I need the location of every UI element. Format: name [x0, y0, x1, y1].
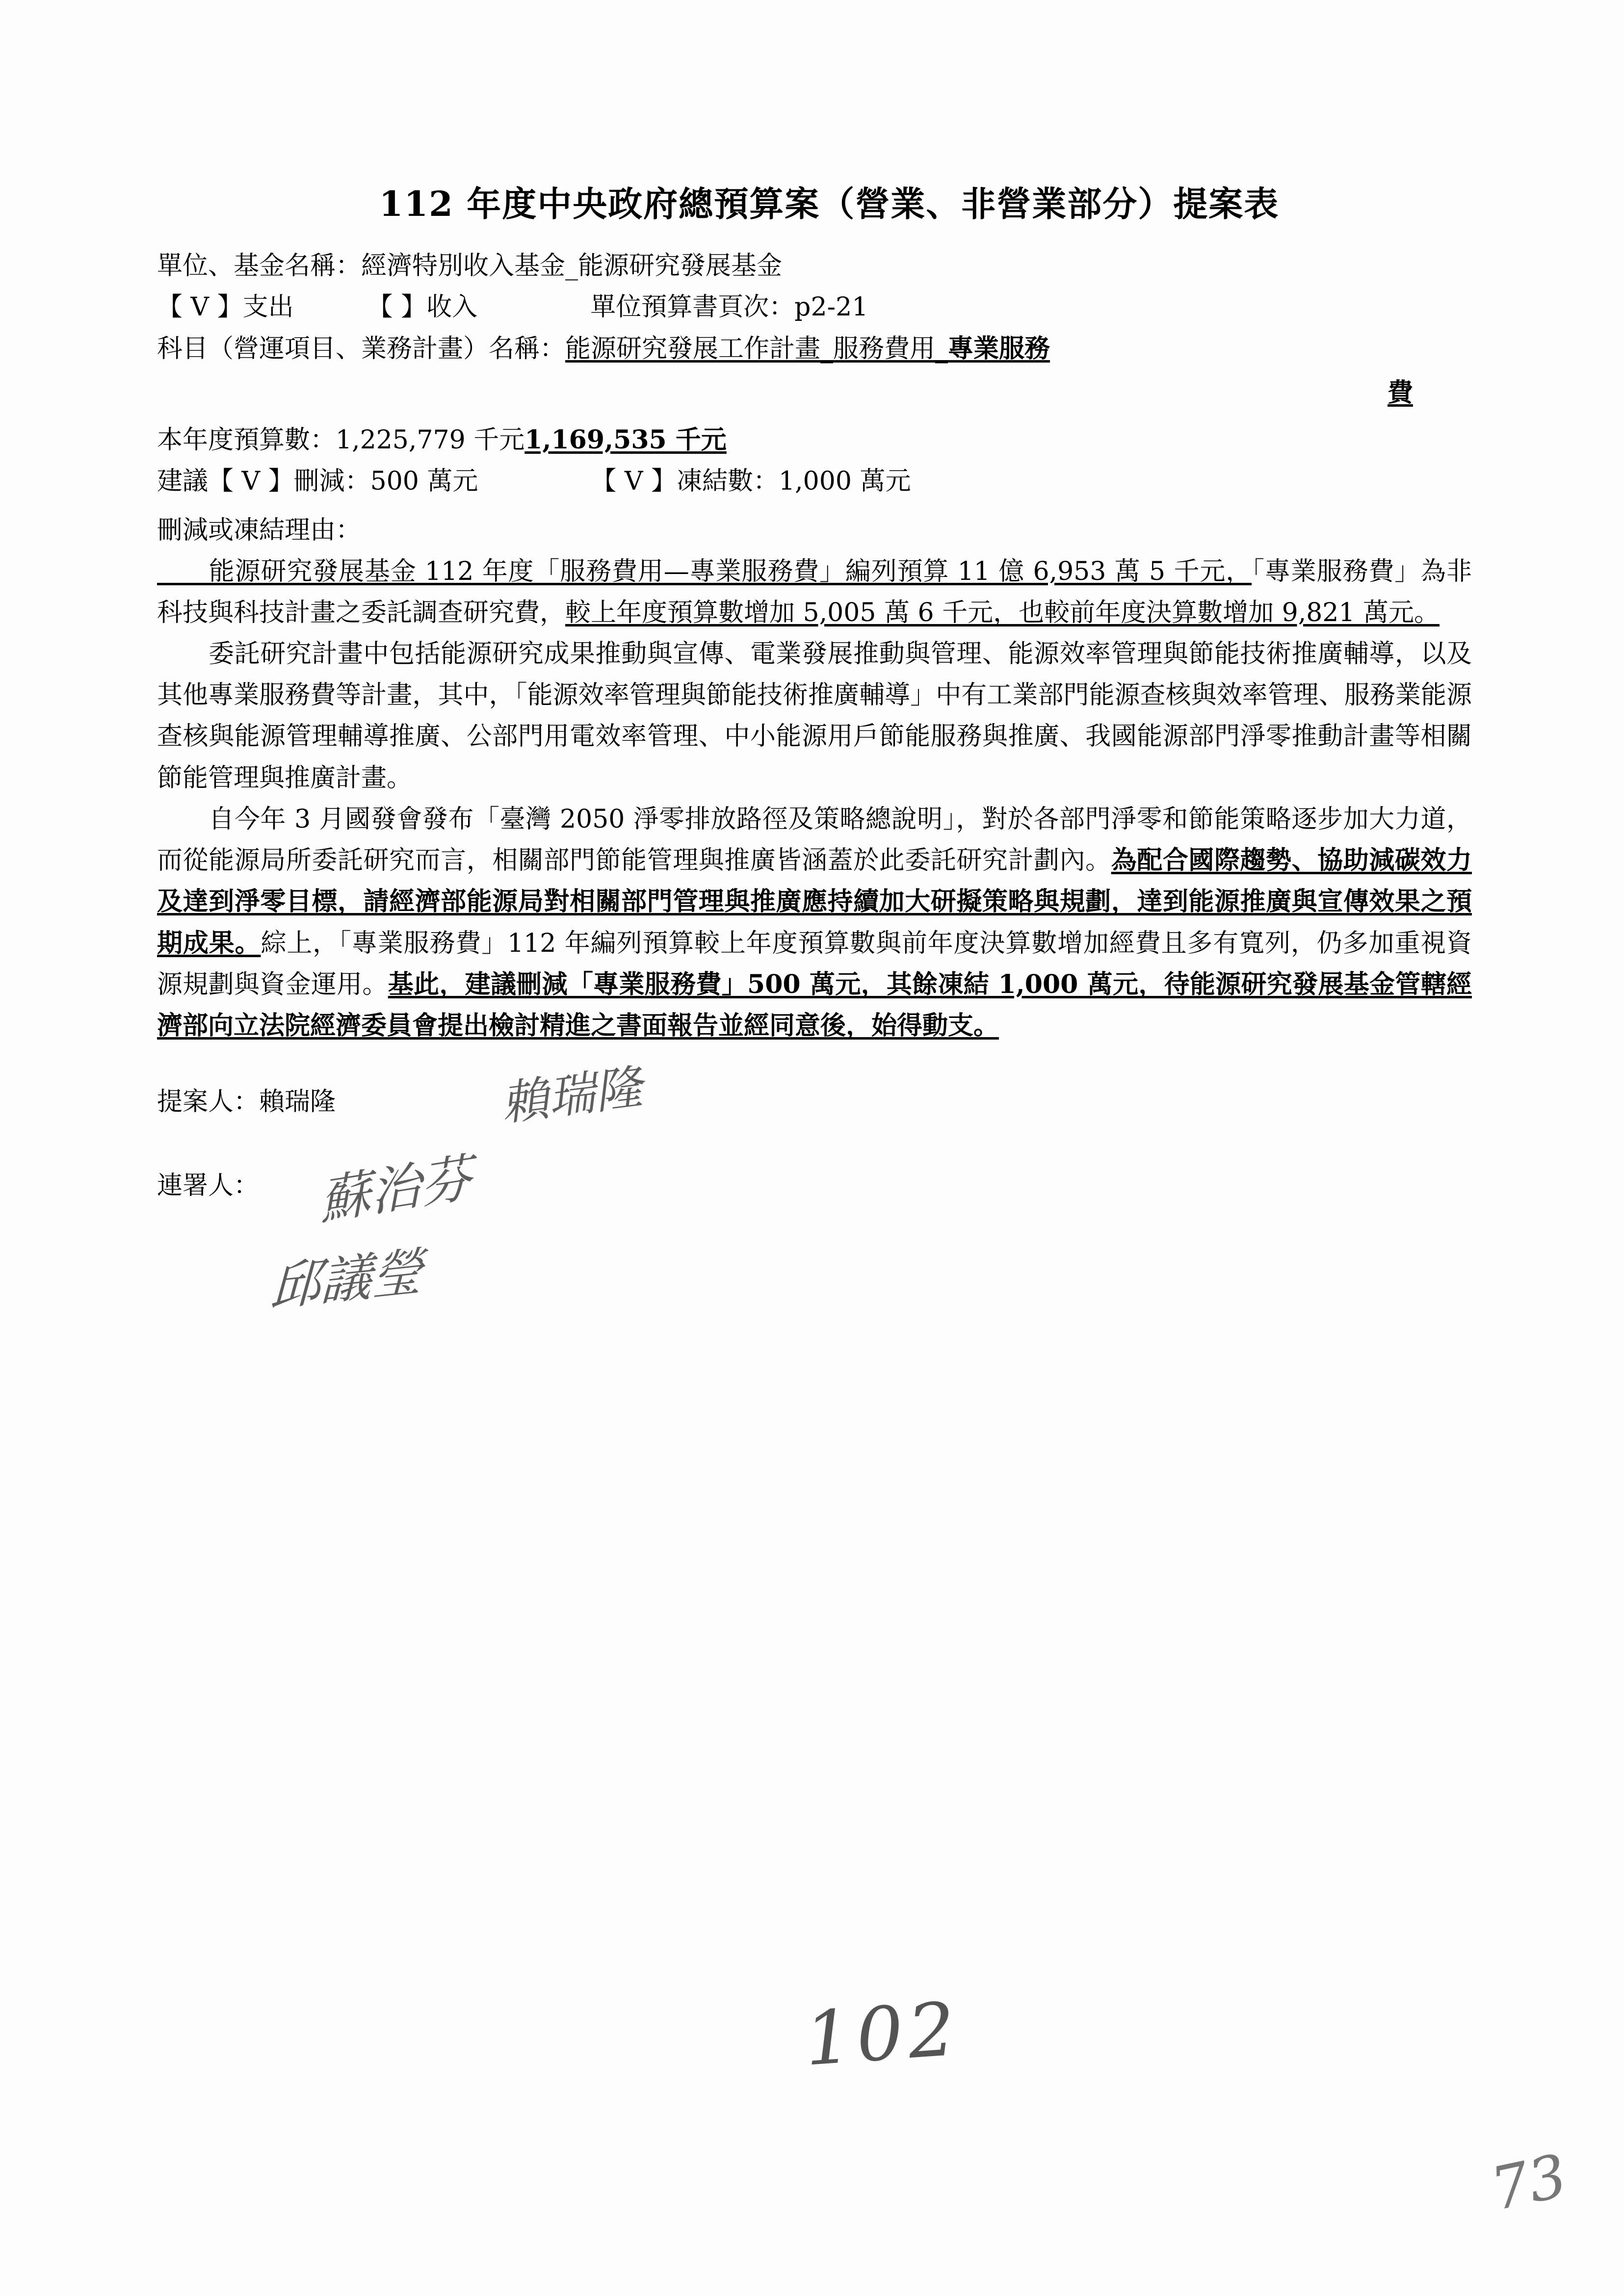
- budget-page-label: 單位預算書頁次：: [590, 292, 795, 322]
- reason-paragraph-1: [157, 551, 1472, 633]
- paragraph-1-segment-1: 能源研究發展基金 112 年度「服務費用—專業服務費」編列預算 11 億 6,953 萬 5 千元，: [157, 556, 1252, 586]
- paragraph-3-segment-4: 基此，建議刪減「專業服務費」500 萬元，其餘凍結 1,000 萬元，待能源研究發展基金管轄經濟部向立法院經濟委員會提出檢討精進之書面報告並經同意後，始得動支。: [157, 969, 1472, 1041]
- current-budget-line: [157, 421, 1472, 459]
- reasons-label: 刪減或凍結理由：: [157, 515, 362, 545]
- suggest-cut-label[interactable]: 建議【 V 】刪減：: [157, 466, 370, 496]
- subject-value-tail: 費: [1387, 377, 1413, 408]
- current-budget-label: 本年度預算數：: [157, 425, 336, 455]
- cosigner-label: 連署人：: [157, 1171, 260, 1201]
- proposer-name: 賴瑞隆: [259, 1087, 336, 1117]
- cosigner-signature-1: 蘇治芬: [318, 1147, 473, 1232]
- budget-page-value: p2-21: [794, 292, 868, 322]
- page-number-handwritten: 102: [802, 1986, 963, 2083]
- paragraph-1-segment-3: 較上年度預算數增加 5,005 萬 6 千元，也較前年度決算數增加 9,821 萬元。: [565, 598, 1440, 627]
- paragraph-3-segment-1: 自今年 3 月國發會發布「臺灣 2050 淨零排放路徑及策略總說明」，對於各部門淨零和節能策略逐步加大力道，而從能源局所委託研究而言，相關部門節能管理與推廣皆涵蓋於此委託研究計劃內。: [157, 804, 1472, 876]
- subject-label: 科目（營運項目、業務計畫）名稱：: [157, 334, 566, 364]
- freeze-value: 1,000 萬元: [779, 466, 911, 496]
- proposer-label: 提案人：: [157, 1087, 260, 1117]
- cosigner-line: [157, 1147, 1472, 1318]
- cosigner-signature-2: 邱議瑩: [269, 1241, 423, 1318]
- paragraph-3-segment-2: 為配合國際趨勢、協助減碳效力及達到淨零目標，請經濟部能源局對相關部門管理與推廣應持續加大研擬策略與規劃，達到能源推廣與宣傳效果之預期成果。: [157, 845, 1472, 958]
- paragraph-1-segment-2: 「專業服務費」為非科技與科技計畫之委託調查研究費，: [157, 556, 1472, 627]
- subject-value: 能源研究發展工作計畫_服務費用_: [565, 334, 948, 364]
- reason-paragraph-2: [157, 633, 1472, 799]
- signature-block: [157, 1060, 1472, 1318]
- page-title: 112 年度中央政府總預算案（營業、非營業部分）提案表: [379, 183, 1280, 224]
- document-body: [157, 177, 1472, 1318]
- current-budget-value: 1,225,779 千元: [336, 425, 525, 455]
- proposer-line: [157, 1060, 1472, 1132]
- current-budget-value-revised: 1,169,535 千元: [524, 424, 727, 455]
- unit-fund-value: 經濟特別收入基金_能源研究發展基金: [361, 251, 783, 281]
- unit-fund-line: [157, 248, 1472, 285]
- reason-paragraph-3: [157, 799, 1472, 1046]
- suggest-cut-value: 500 萬元: [370, 466, 478, 496]
- freeze-label[interactable]: 【 V 】凍結數：: [591, 466, 779, 496]
- subject-line: [157, 330, 1472, 368]
- subject-value-emphasis: 專業服務: [948, 333, 1050, 364]
- unit-fund-label: 單位、基金名稱：: [157, 251, 362, 281]
- expenditure-checkbox[interactable]: 【 V 】支出: [157, 292, 294, 322]
- proposer-signature: 賴瑞隆: [498, 1060, 645, 1132]
- type-and-page-line: [157, 289, 1472, 326]
- paragraph-2-segment-1: 委託研究計畫中包括能源研究成果推動與宣傳、電業發展推動與管理、能源效率管理與節能技術推廣輔導，以及其他專業服務費等計畫，其中，「能源效率管理與節能技術推廣輔導」中有工業部門能源查核與效率管理、服務業能源查核與能源管理輔導推廣、公部門用電效率管理、中小能源用戶節能服務與推廣、我國能源部門淨零推動計畫等相關節能管理與推廣計畫。: [157, 639, 1472, 793]
- corner-number-handwritten: 73: [1485, 2141, 1573, 2224]
- paragraph-3-segment-3: 綜上，「專業服務費」112 年編列預算較上年度預算數與前年度決算數增加經費且多有寬列，仍多加重視資源規劃與資金運用。: [157, 928, 1472, 999]
- cut-freeze-line: [157, 463, 1472, 500]
- income-checkbox[interactable]: 【 】收入: [367, 292, 478, 322]
